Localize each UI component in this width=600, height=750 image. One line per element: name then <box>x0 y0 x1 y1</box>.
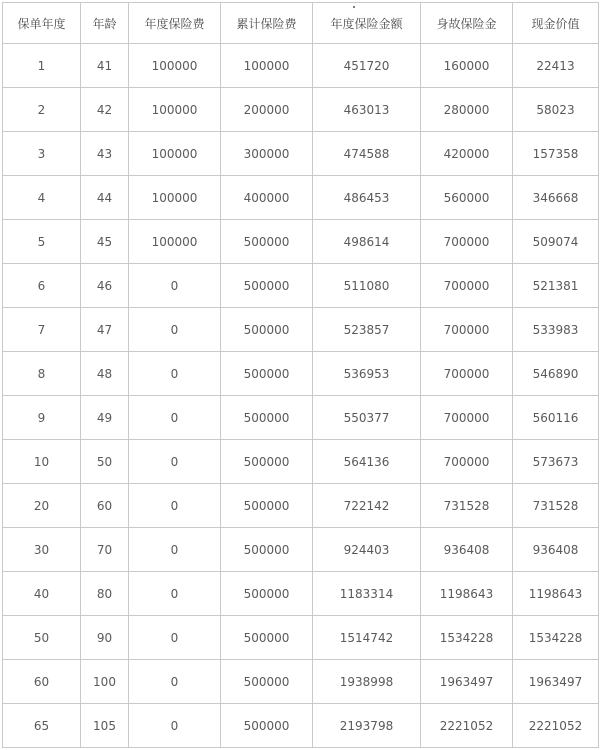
cumulative-premium-cell: 500000 <box>221 572 313 616</box>
cumulative-premium-cell: 500000 <box>221 704 313 748</box>
policy-year-cell: 7 <box>3 308 81 352</box>
cash-value-cell: 1534228 <box>513 616 599 660</box>
table-row <box>3 440 599 484</box>
cash-value-cell: 1963497 <box>513 660 599 704</box>
cumulative-premium-cell: 500000 <box>221 616 313 660</box>
policy-year-cell: 30 <box>3 528 81 572</box>
policy-year-cell: 3 <box>3 132 81 176</box>
cash-value-cell: 573673 <box>513 440 599 484</box>
header-row <box>3 3 599 44</box>
table-row <box>3 352 599 396</box>
policy-year-cell: 6 <box>3 264 81 308</box>
annual-premium-cell: 100000 <box>129 220 221 264</box>
cumulative-premium-cell: 500000 <box>221 528 313 572</box>
age-cell: 70 <box>81 528 129 572</box>
age-cell: 43 <box>81 132 129 176</box>
cash-value-cell: 2221052 <box>513 704 599 748</box>
annual-premium-cell: 0 <box>129 704 221 748</box>
annual-sum-insured-cell: 474588 <box>313 132 421 176</box>
cumulative-premium-cell: 400000 <box>221 176 313 220</box>
policy-year-cell: 2 <box>3 88 81 132</box>
table-row <box>3 44 599 88</box>
annual-premium-cell: 0 <box>129 572 221 616</box>
age-cell: 49 <box>81 396 129 440</box>
annual-premium-cell: 0 <box>129 528 221 572</box>
age-cell: 50 <box>81 440 129 484</box>
table-row <box>3 88 599 132</box>
annual-premium-cell: 100000 <box>129 44 221 88</box>
cash-value-cell: 731528 <box>513 484 599 528</box>
death-benefit-cell: 1534228 <box>421 616 513 660</box>
cumulative-premium-cell: 300000 <box>221 132 313 176</box>
cash-value-cell: 546890 <box>513 352 599 396</box>
insurance-benefit-table <box>2 2 599 748</box>
cumulative-premium-cell: 500000 <box>221 264 313 308</box>
age-cell: 47 <box>81 308 129 352</box>
death-benefit-cell: 731528 <box>421 484 513 528</box>
cumulative-premium-cell: 500000 <box>221 396 313 440</box>
policy-year-cell: 60 <box>3 660 81 704</box>
cumulative-premium-cell: 500000 <box>221 352 313 396</box>
annual-sum-insured-header: 年度保险金额 <box>313 3 421 44</box>
policy-year-cell: 5 <box>3 220 81 264</box>
annual-sum-insured-cell: 451720 <box>313 44 421 88</box>
death-benefit-cell: 936408 <box>421 528 513 572</box>
age-cell: 42 <box>81 88 129 132</box>
age-cell: 90 <box>81 616 129 660</box>
annual-sum-insured-cell: 536953 <box>313 352 421 396</box>
death-benefit-cell: 700000 <box>421 352 513 396</box>
table-header <box>3 3 599 44</box>
annual-sum-insured-cell: 924403 <box>313 528 421 572</box>
death-benefit-cell: 700000 <box>421 264 513 308</box>
cash-value-cell: 157358 <box>513 132 599 176</box>
policy-year-cell: 10 <box>3 440 81 484</box>
table-row <box>3 308 599 352</box>
annual-premium-cell: 0 <box>129 264 221 308</box>
annual-sum-insured-cell: 498614 <box>313 220 421 264</box>
age-cell: 100 <box>81 660 129 704</box>
table-body <box>3 44 599 748</box>
age-cell: 60 <box>81 484 129 528</box>
age-cell: 46 <box>81 264 129 308</box>
age-cell: 80 <box>81 572 129 616</box>
cash-value-header: 现金价值 <box>513 3 599 44</box>
age-cell: 41 <box>81 44 129 88</box>
death-benefit-header: 身故保险金 <box>421 3 513 44</box>
annual-sum-insured-cell: 463013 <box>313 88 421 132</box>
death-benefit-cell: 560000 <box>421 176 513 220</box>
policy-year-cell: 65 <box>3 704 81 748</box>
annual-sum-insured-cell: 1514742 <box>313 616 421 660</box>
annual-premium-cell: 0 <box>129 352 221 396</box>
annual-premium-cell: 0 <box>129 484 221 528</box>
annual-sum-insured-cell: 1938998 <box>313 660 421 704</box>
annual-sum-insured-cell: 486453 <box>313 176 421 220</box>
death-benefit-cell: 420000 <box>421 132 513 176</box>
annual-sum-insured-cell: 511080 <box>313 264 421 308</box>
annual-sum-insured-cell: 2193798 <box>313 704 421 748</box>
death-benefit-cell: 700000 <box>421 396 513 440</box>
annual-sum-insured-cell: 722142 <box>313 484 421 528</box>
table-row <box>3 704 599 748</box>
annual-premium-cell: 0 <box>129 616 221 660</box>
table-container <box>2 2 598 748</box>
table-row <box>3 132 599 176</box>
table-row <box>3 528 599 572</box>
cash-value-cell: 509074 <box>513 220 599 264</box>
annual-premium-cell: 100000 <box>129 88 221 132</box>
policy-year-cell: 1 <box>3 44 81 88</box>
cumulative-premium-cell: 200000 <box>221 88 313 132</box>
annual-premium-cell: 0 <box>129 660 221 704</box>
policy-year-header: 保单年度 <box>3 3 81 44</box>
table-row <box>3 220 599 264</box>
table-row <box>3 484 599 528</box>
cash-value-cell: 560116 <box>513 396 599 440</box>
policy-year-cell: 40 <box>3 572 81 616</box>
age-cell: 48 <box>81 352 129 396</box>
death-benefit-cell: 1963497 <box>421 660 513 704</box>
annual-premium-cell: 100000 <box>129 132 221 176</box>
death-benefit-cell: 1198643 <box>421 572 513 616</box>
cash-value-cell: 1198643 <box>513 572 599 616</box>
policy-year-cell: 20 <box>3 484 81 528</box>
annual-sum-insured-cell: 550377 <box>313 396 421 440</box>
policy-year-cell: 8 <box>3 352 81 396</box>
annual-premium-cell: 0 <box>129 396 221 440</box>
annual-sum-insured-cell: 564136 <box>313 440 421 484</box>
cash-value-cell: 58023 <box>513 88 599 132</box>
death-benefit-cell: 2221052 <box>421 704 513 748</box>
annual-sum-insured-cell: 1183314 <box>313 572 421 616</box>
policy-year-cell: 4 <box>3 176 81 220</box>
policy-year-cell: 9 <box>3 396 81 440</box>
death-benefit-cell: 700000 <box>421 220 513 264</box>
cash-value-cell: 521381 <box>513 264 599 308</box>
table-row <box>3 176 599 220</box>
death-benefit-cell: 280000 <box>421 88 513 132</box>
age-header: 年龄 <box>81 3 129 44</box>
cumulative-premium-cell: 500000 <box>221 220 313 264</box>
annual-premium-cell: 100000 <box>129 176 221 220</box>
table-row <box>3 396 599 440</box>
cash-value-cell: 533983 <box>513 308 599 352</box>
annual-premium-cell: 0 <box>129 440 221 484</box>
cumulative-premium-cell: 500000 <box>221 484 313 528</box>
cumulative-premium-cell: 500000 <box>221 440 313 484</box>
annual-premium-cell: 0 <box>129 308 221 352</box>
cash-value-cell: 346668 <box>513 176 599 220</box>
table-row <box>3 264 599 308</box>
death-benefit-cell: 700000 <box>421 440 513 484</box>
cumulative-premium-cell: 500000 <box>221 308 313 352</box>
cumulative-premium-cell: 500000 <box>221 660 313 704</box>
annual-sum-insured-cell: 523857 <box>313 308 421 352</box>
annual-premium-header: 年度保险费 <box>129 3 221 44</box>
policy-year-cell: 50 <box>3 616 81 660</box>
cash-value-cell: 936408 <box>513 528 599 572</box>
table-row <box>3 660 599 704</box>
cumulative-premium-header: 累计保险费 <box>221 3 313 44</box>
age-cell: 105 <box>81 704 129 748</box>
cumulative-premium-cell: 100000 <box>221 44 313 88</box>
death-benefit-cell: 160000 <box>421 44 513 88</box>
table-row <box>3 572 599 616</box>
table-row <box>3 616 599 660</box>
death-benefit-cell: 700000 <box>421 308 513 352</box>
age-cell: 45 <box>81 220 129 264</box>
cash-value-cell: 22413 <box>513 44 599 88</box>
age-cell: 44 <box>81 176 129 220</box>
